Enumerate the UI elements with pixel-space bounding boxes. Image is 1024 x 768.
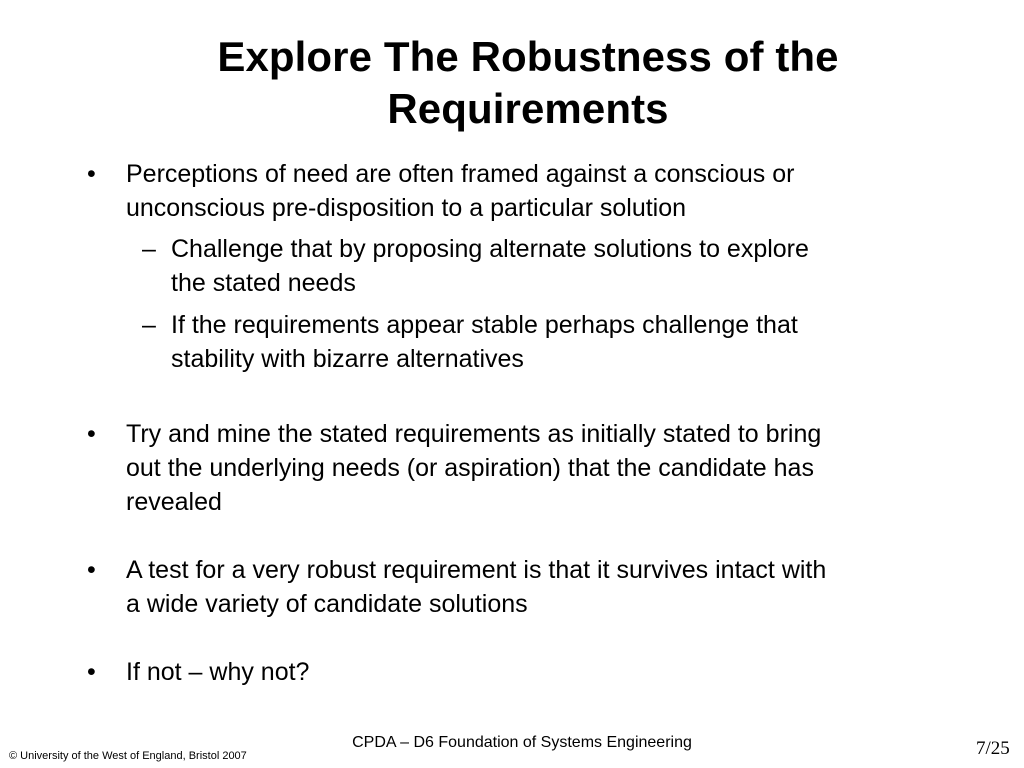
- bullet-text-line: revealed: [126, 488, 222, 516]
- bullet-text-line: unconscious pre-disposition to a particular solution: [126, 194, 687, 222]
- footer-copyright-text: © University of the West of England, Bristol 2007: [9, 750, 247, 762]
- bullet-item-why-not: [87, 655, 546, 689]
- bullet-marker: •: [87, 160, 96, 188]
- bullet-item-robust-test: [87, 553, 956, 621]
- footer-course-title-text: CPDA – D6 Foundation of Systems Engineering: [352, 734, 692, 751]
- sub-bullet-item-stability: [142, 308, 931, 376]
- bullet-text-line: A test for a very robust requirement is that it survives intact with: [126, 556, 827, 584]
- sub-bullet-marker: –: [142, 235, 156, 263]
- bullet-text-line: out the underlying needs (or aspiration) that the candidate has: [126, 454, 814, 482]
- slide-page-number: [976, 738, 1010, 760]
- bullet-item-mine-requirements: [87, 417, 956, 519]
- sub-bullet-text-line: If the requirements appear stable perhaps challenge that: [171, 311, 798, 339]
- bullet-marker: •: [87, 658, 96, 686]
- sub-bullet-text-line: stability with bizarre alternatives: [171, 345, 524, 373]
- slide-title-text: Explore The Robustness of the Requirements: [217, 33, 839, 132]
- slide-page-number-text: 7/25: [976, 738, 1010, 759]
- bullet-text-line: Try and mine the stated requirements as initially stated to bring: [126, 420, 822, 448]
- footer-copyright: [9, 749, 247, 763]
- sub-bullet-text-line: the stated needs: [171, 269, 356, 297]
- bullet-marker: •: [87, 420, 96, 448]
- sub-bullet-marker: –: [142, 311, 156, 339]
- bullet-marker: •: [87, 556, 96, 584]
- bullet-text-line: a wide variety of candidate solutions: [126, 590, 528, 618]
- bullet-text-line: Perceptions of need are often framed against a conscious or: [126, 160, 795, 188]
- sub-bullet-text-line: Challenge that by proposing alternate solutions to explore: [171, 235, 809, 263]
- bullet-text-line: If not – why not?: [126, 658, 310, 686]
- bullet-item-perceptions: [87, 157, 946, 225]
- sub-bullet-item-challenge: [142, 232, 931, 300]
